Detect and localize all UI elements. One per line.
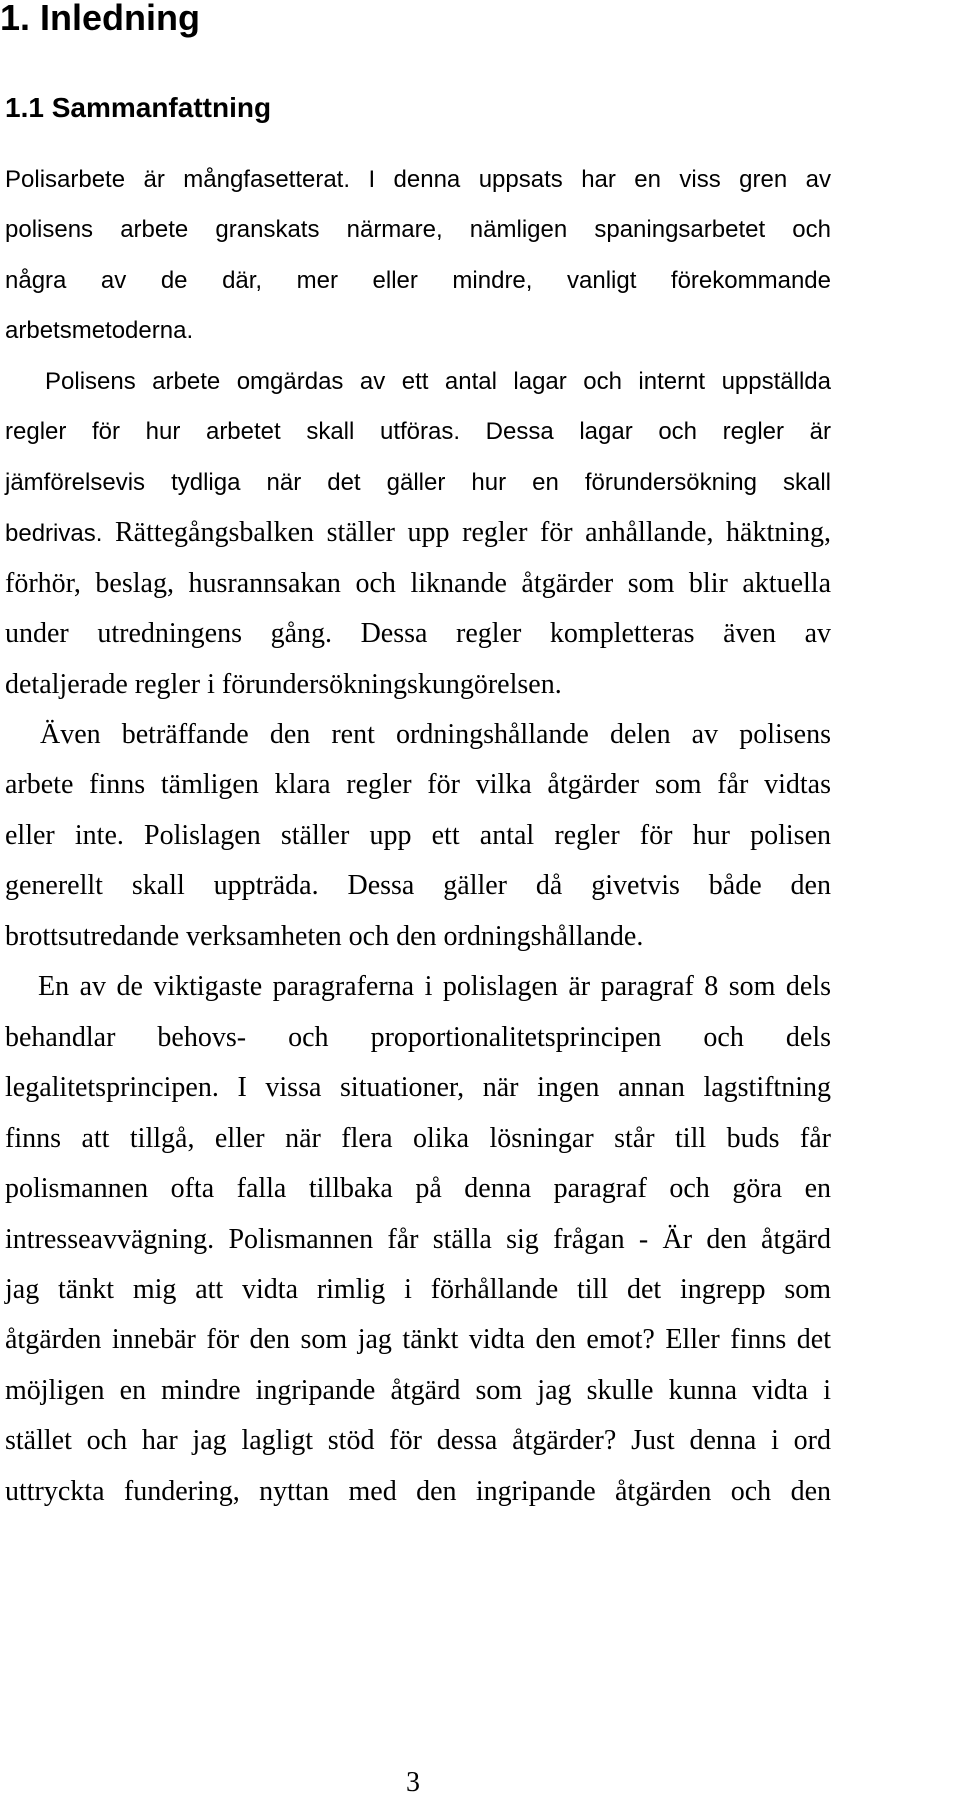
text-line: behandlar behovs- och proportionalitetsprincipen och dels	[5, 1021, 831, 1053]
text-line: detaljerade regler i förundersökningskungörelsen.	[5, 668, 562, 700]
paragraph	[5, 155, 831, 357]
paragraph	[5, 962, 831, 1517]
text-segment: Rättegångsbalken ställer upp regler för anhållande, häktning,	[114, 517, 832, 549]
section-title: 1.1 Sammanfattning	[5, 92, 272, 123]
text-line: polisens arbete granskats närmare, nämligen spaningsarbetet och	[5, 216, 831, 244]
text-line: polismannen ofta falla tillbaka på denna paragraf och göra en	[5, 1173, 831, 1205]
page-number: 3	[406, 1767, 420, 1798]
text-line: förhör, beslag, husrannsakan och liknande åtgärder som blir aktuella	[5, 567, 831, 599]
text-line: under utredningens gång. Dessa regler kompletteras även av	[5, 618, 831, 650]
text-line: Polisarbete är mångfasetterat. I denna uppsats har en viss gren av	[5, 166, 831, 193]
text-line: arbete finns tämligen klara regler för vilka åtgärder som får vidtas	[5, 769, 831, 801]
text-line: finns att tillgå, eller när flera olika lösningar står till buds får	[5, 1122, 831, 1154]
text-line: jämförelsevis tydliga när det gäller hur en förundersökning skall	[5, 468, 831, 496]
text-line: jag tänkt mig att vidta rimlig i förhållande till det ingrepp som	[5, 1273, 831, 1305]
chapter-title: 1. Inledning	[0, 0, 201, 38]
text-line: stället och har jag lagligt stöd för dessa åtgärder? Just denna i ord	[5, 1425, 831, 1457]
text-line: Även beträffande den rent ordningshållande delen av polisens	[40, 718, 831, 750]
text-line: generellt skall uppträda. Dessa gäller då givetvis både den	[5, 870, 831, 902]
text-line: Polisens arbete omgärdas av ett antal lagar och internt uppställda	[45, 367, 831, 395]
text-segment: bedrivas.	[5, 520, 103, 548]
document-body	[5, 155, 831, 1517]
text-line: möjligen en mindre ingripande åtgärd som jag skulle kunna vidta i	[5, 1374, 831, 1406]
text-line: arbetsmetoderna.	[5, 317, 194, 345]
text-line: intresseavvägning. Polismannen får ställa sig frågan - Är den åtgärd	[5, 1223, 831, 1255]
text-line: brottsutredande verksamheten och den ordningshållande.	[5, 920, 644, 952]
paragraph	[5, 357, 831, 710]
text-line	[5, 508, 831, 558]
text-line: En av de viktigaste paragraferna i polislagen är paragraf 8 som dels	[38, 971, 831, 1003]
text-line: eller inte. Polislagen ställer upp ett antal regler för hur polisen	[5, 819, 831, 851]
text-line: regler för hur arbetet skall utföras. Dessa lagar och regler är	[5, 418, 831, 446]
text-line: legalitetsprincipen. I vissa situationer, när ingen annan lagstiftning	[5, 1072, 831, 1104]
text-line: uttryckta fundering, nyttan med den ingripande åtgärden och den	[5, 1475, 831, 1507]
text-line: åtgärden innebär för den som jag tänkt vidta den emot? Eller finns det	[5, 1324, 831, 1356]
text-line: några av de där, mer eller mindre, vanligt förekommande	[5, 266, 831, 294]
paragraph	[5, 710, 831, 962]
